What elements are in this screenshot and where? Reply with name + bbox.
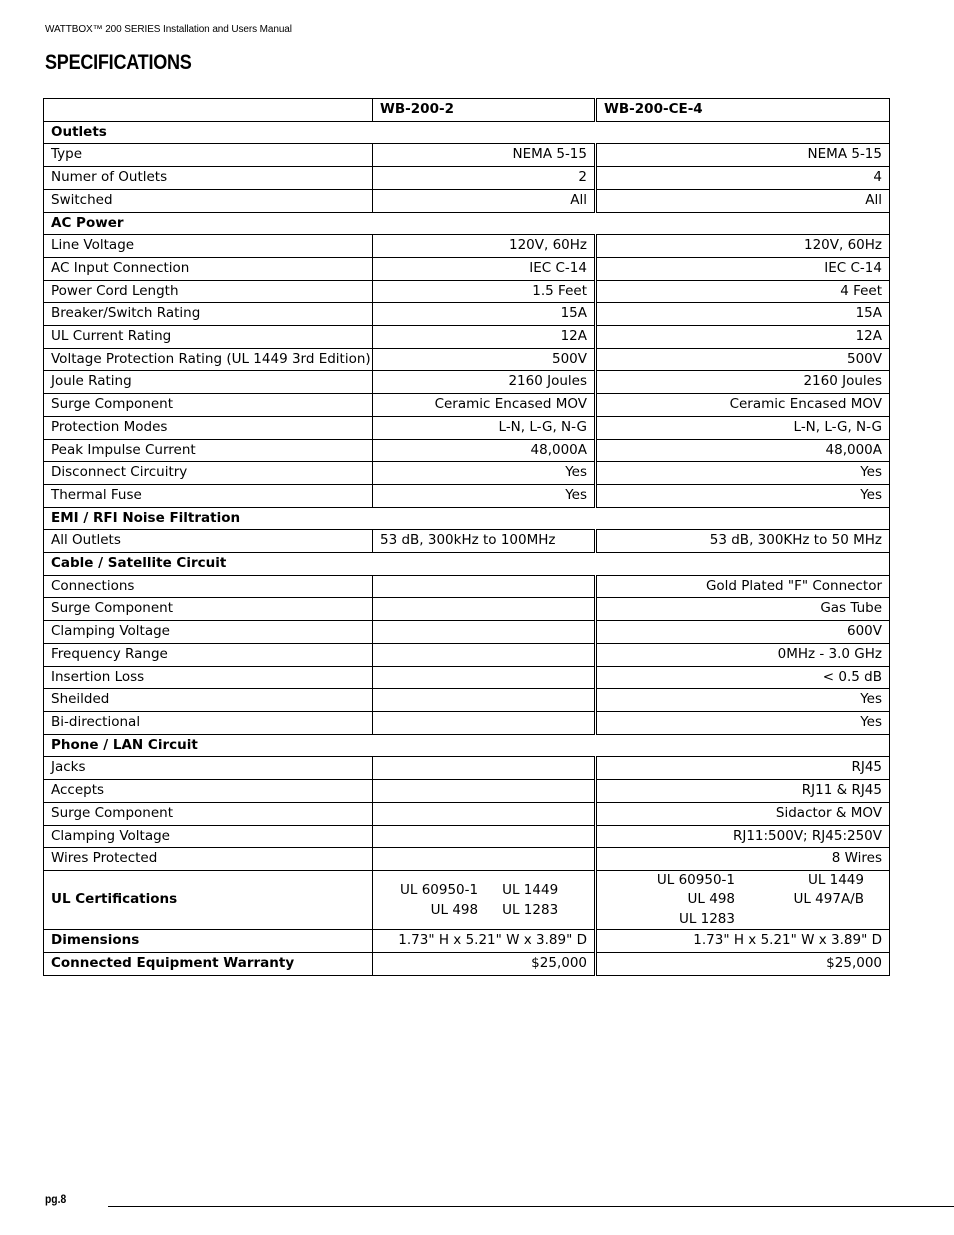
spec-row (44, 757, 890, 780)
spec-row (44, 711, 890, 734)
spec-label: Voltage Protection Rating (UL 1449 3rd Edition) (44, 348, 373, 371)
spec-row (44, 575, 890, 598)
column-header-wb-200-2: WB-200-2 (373, 99, 596, 122)
spec-value-wb-200-ce-4: L-N, L-G, N-G (596, 416, 890, 439)
table-header-row (44, 99, 890, 122)
spec-label: Dimensions (44, 930, 373, 953)
spec-value-wb-200-2: 500V (373, 348, 596, 371)
specifications-table (43, 98, 890, 976)
cert-item: UL 60950-1 (400, 882, 479, 899)
spec-row (44, 689, 890, 712)
spec-row (44, 930, 890, 953)
spec-value-wb-200-ce-4: Yes (596, 689, 890, 712)
spec-row (44, 848, 890, 871)
spec-label: Bi-directional (44, 711, 373, 734)
spec-row (44, 530, 890, 553)
spec-value-wb-200-ce-4: 12A (596, 326, 890, 349)
spec-row (44, 348, 890, 371)
spec-row (44, 416, 890, 439)
spec-label: Clamping Voltage (44, 621, 373, 644)
spec-value-wb-200-2 (373, 802, 596, 825)
spec-row (44, 303, 890, 326)
spec-value-wb-200-2: IEC C-14 (373, 257, 596, 280)
spec-row (44, 825, 890, 848)
spec-value-wb-200-2 (373, 711, 596, 734)
spec-value-wb-200-ce-4: Gold Plated "F" Connector (596, 575, 890, 598)
spec-label: All Outlets (44, 530, 373, 553)
cert-item: UL 60950-1 (656, 871, 735, 888)
spec-label: Insertion Loss (44, 666, 373, 689)
section-header-row (44, 507, 890, 530)
spec-value-wb-200-ce-4: Yes (596, 711, 890, 734)
spec-label: Sheilded (44, 689, 373, 712)
spec-value-wb-200-ce-4: Gas Tube (596, 598, 890, 621)
spec-row (44, 144, 890, 167)
cert-cell-b (596, 870, 890, 930)
spec-value-wb-200-2: 120V, 60Hz (373, 235, 596, 258)
spec-value-wb-200-2: 53 dB, 300kHz to 100MHz (373, 530, 596, 553)
spec-value-wb-200-ce-4: IEC C-14 (596, 257, 890, 280)
spec-value-wb-200-ce-4: NEMA 5-15 (596, 144, 890, 167)
cert-list (604, 871, 882, 930)
spec-label: Protection Modes (44, 416, 373, 439)
spec-label: UL Certifications (44, 870, 373, 930)
spec-row (44, 666, 890, 689)
spec-value-wb-200-2 (373, 757, 596, 780)
spec-row (44, 326, 890, 349)
spec-label: AC Input Connection (44, 257, 373, 280)
spec-value-wb-200-ce-4: 0MHz - 3.0 GHz (596, 643, 890, 666)
footer-rule (108, 1206, 954, 1207)
spec-value-wb-200-2: NEMA 5-15 (373, 144, 596, 167)
spec-row (44, 235, 890, 258)
spec-value-wb-200-2: 12A (373, 326, 596, 349)
spec-label: UL Current Rating (44, 326, 373, 349)
section-header: AC Power (44, 212, 890, 235)
section-header: Outlets (44, 121, 890, 144)
spec-label: Surge Component (44, 598, 373, 621)
spec-row (44, 167, 890, 190)
spec-value-wb-200-2 (373, 643, 596, 666)
spec-value-wb-200-2 (373, 598, 596, 621)
spec-label: Surge Component (44, 394, 373, 417)
spec-value-wb-200-2: 48,000A (373, 439, 596, 462)
spec-value-wb-200-ce-4: < 0.5 dB (596, 666, 890, 689)
spec-row (44, 439, 890, 462)
spec-value-wb-200-2: 1.5 Feet (373, 280, 596, 303)
spec-label: Frequency Range (44, 643, 373, 666)
spec-label: Joule Rating (44, 371, 373, 394)
cert-item: UL 1449 (807, 871, 864, 888)
spec-value-wb-200-2 (373, 621, 596, 644)
spec-value-wb-200-ce-4: 120V, 60Hz (596, 235, 890, 258)
spec-value-wb-200-ce-4: RJ11 & RJ45 (596, 780, 890, 803)
spec-value-wb-200-ce-4: RJ45 (596, 757, 890, 780)
spec-value-wb-200-ce-4: $25,000 (596, 953, 890, 976)
spec-value-wb-200-ce-4: 600V (596, 621, 890, 644)
spec-label: Power Cord Length (44, 280, 373, 303)
spec-label: Connections (44, 575, 373, 598)
section-header: Phone / LAN Circuit (44, 734, 890, 757)
spec-label: Type (44, 144, 373, 167)
page-number: pg.8 (45, 1192, 67, 1206)
spec-value-wb-200-2: All (373, 189, 596, 212)
spec-label: Line Voltage (44, 235, 373, 258)
spec-label: Breaker/Switch Rating (44, 303, 373, 326)
spec-value-wb-200-ce-4: 4 Feet (596, 280, 890, 303)
manual-header: WATTBOX™ 200 SERIES Installation and Users Manual (45, 24, 292, 35)
spec-value-wb-200-ce-4: RJ11:500V; RJ45:250V (596, 825, 890, 848)
spec-value-wb-200-ce-4: All (596, 189, 890, 212)
spec-value-wb-200-ce-4: Yes (596, 462, 890, 485)
cert-item (761, 910, 868, 930)
spec-value-wb-200-2: 2 (373, 167, 596, 190)
spec-row (44, 371, 890, 394)
spec-label: Peak Impulse Current (44, 439, 373, 462)
spec-row (44, 780, 890, 803)
section-header-row (44, 121, 890, 144)
spec-value-wb-200-2 (373, 689, 596, 712)
cert-item: UL 498 (687, 891, 735, 908)
cert-item: UL 1283 (678, 910, 735, 927)
spec-value-wb-200-ce-4: 48,000A (596, 439, 890, 462)
section-header: Cable / Satellite Circuit (44, 553, 890, 576)
spec-row (44, 598, 890, 621)
spec-value-wb-200-ce-4: Sidactor & MOV (596, 802, 890, 825)
cert-item: UL 1449 (502, 882, 559, 899)
section-header: EMI / RFI Noise Filtration (44, 507, 890, 530)
cert-item: UL 497A/B (793, 891, 864, 908)
cert-cell-a (373, 870, 596, 930)
table-body (44, 121, 890, 975)
spec-value-wb-200-ce-4: 1.73" H x 5.21" W x 3.89" D (596, 930, 890, 953)
spec-value-wb-200-ce-4: 53 dB, 300KHz to 50 MHz (596, 530, 890, 553)
column-header-label (44, 99, 373, 122)
spec-row (44, 802, 890, 825)
section-header-row (44, 734, 890, 757)
spec-label: Switched (44, 189, 373, 212)
spec-value-wb-200-2: 2160 Joules (373, 371, 596, 394)
spec-label: Connected Equipment Warranty (44, 953, 373, 976)
spec-value-wb-200-ce-4: 15A (596, 303, 890, 326)
spec-label: Wires Protected (44, 848, 373, 871)
spec-row (44, 189, 890, 212)
spec-label: Thermal Fuse (44, 484, 373, 507)
spec-row (44, 394, 890, 417)
spec-value-wb-200-2: Ceramic Encased MOV (373, 394, 596, 417)
column-header-wb-200-ce-4: WB-200-CE-4 (596, 99, 890, 122)
spec-value-wb-200-2: $25,000 (373, 953, 596, 976)
spec-value-wb-200-2: Yes (373, 462, 596, 485)
spec-value-wb-200-ce-4: 500V (596, 348, 890, 371)
spec-value-wb-200-ce-4: 4 (596, 167, 890, 190)
spec-value-wb-200-2: 1.73" H x 5.21" W x 3.89" D (373, 930, 596, 953)
spec-value-wb-200-ce-4: Ceramic Encased MOV (596, 394, 890, 417)
spec-value-wb-200-ce-4: Yes (596, 484, 890, 507)
spec-value-wb-200-2: 15A (373, 303, 596, 326)
cert-item: UL 1283 (502, 902, 559, 919)
spec-row (44, 280, 890, 303)
spec-label: Jacks (44, 757, 373, 780)
spec-value-wb-200-2 (373, 825, 596, 848)
spec-value-wb-200-2: Yes (373, 484, 596, 507)
spec-value-wb-200-2 (373, 575, 596, 598)
spec-value-wb-200-ce-4: 2160 Joules (596, 371, 890, 394)
spec-row (44, 462, 890, 485)
spec-label: Accepts (44, 780, 373, 803)
spec-row (44, 953, 890, 976)
page-title: SPECIFICATIONS (45, 51, 192, 74)
spec-label: Disconnect Circuitry (44, 462, 373, 485)
certifications-row (44, 870, 890, 930)
section-header-row (44, 212, 890, 235)
spec-row (44, 484, 890, 507)
spec-value-wb-200-2 (373, 780, 596, 803)
spec-value-wb-200-2 (373, 666, 596, 689)
spec-label: Surge Component (44, 802, 373, 825)
section-header-row (44, 553, 890, 576)
spec-label: Clamping Voltage (44, 825, 373, 848)
spec-row (44, 257, 890, 280)
spec-row (44, 621, 890, 644)
cert-list (380, 872, 587, 928)
spec-value-wb-200-2: L-N, L-G, N-G (373, 416, 596, 439)
spec-value-wb-200-2 (373, 848, 596, 871)
cert-item: UL 498 (430, 902, 479, 919)
spec-value-wb-200-ce-4: 8 Wires (596, 848, 890, 871)
spec-label: Numer of Outlets (44, 167, 373, 190)
spec-row (44, 643, 890, 666)
